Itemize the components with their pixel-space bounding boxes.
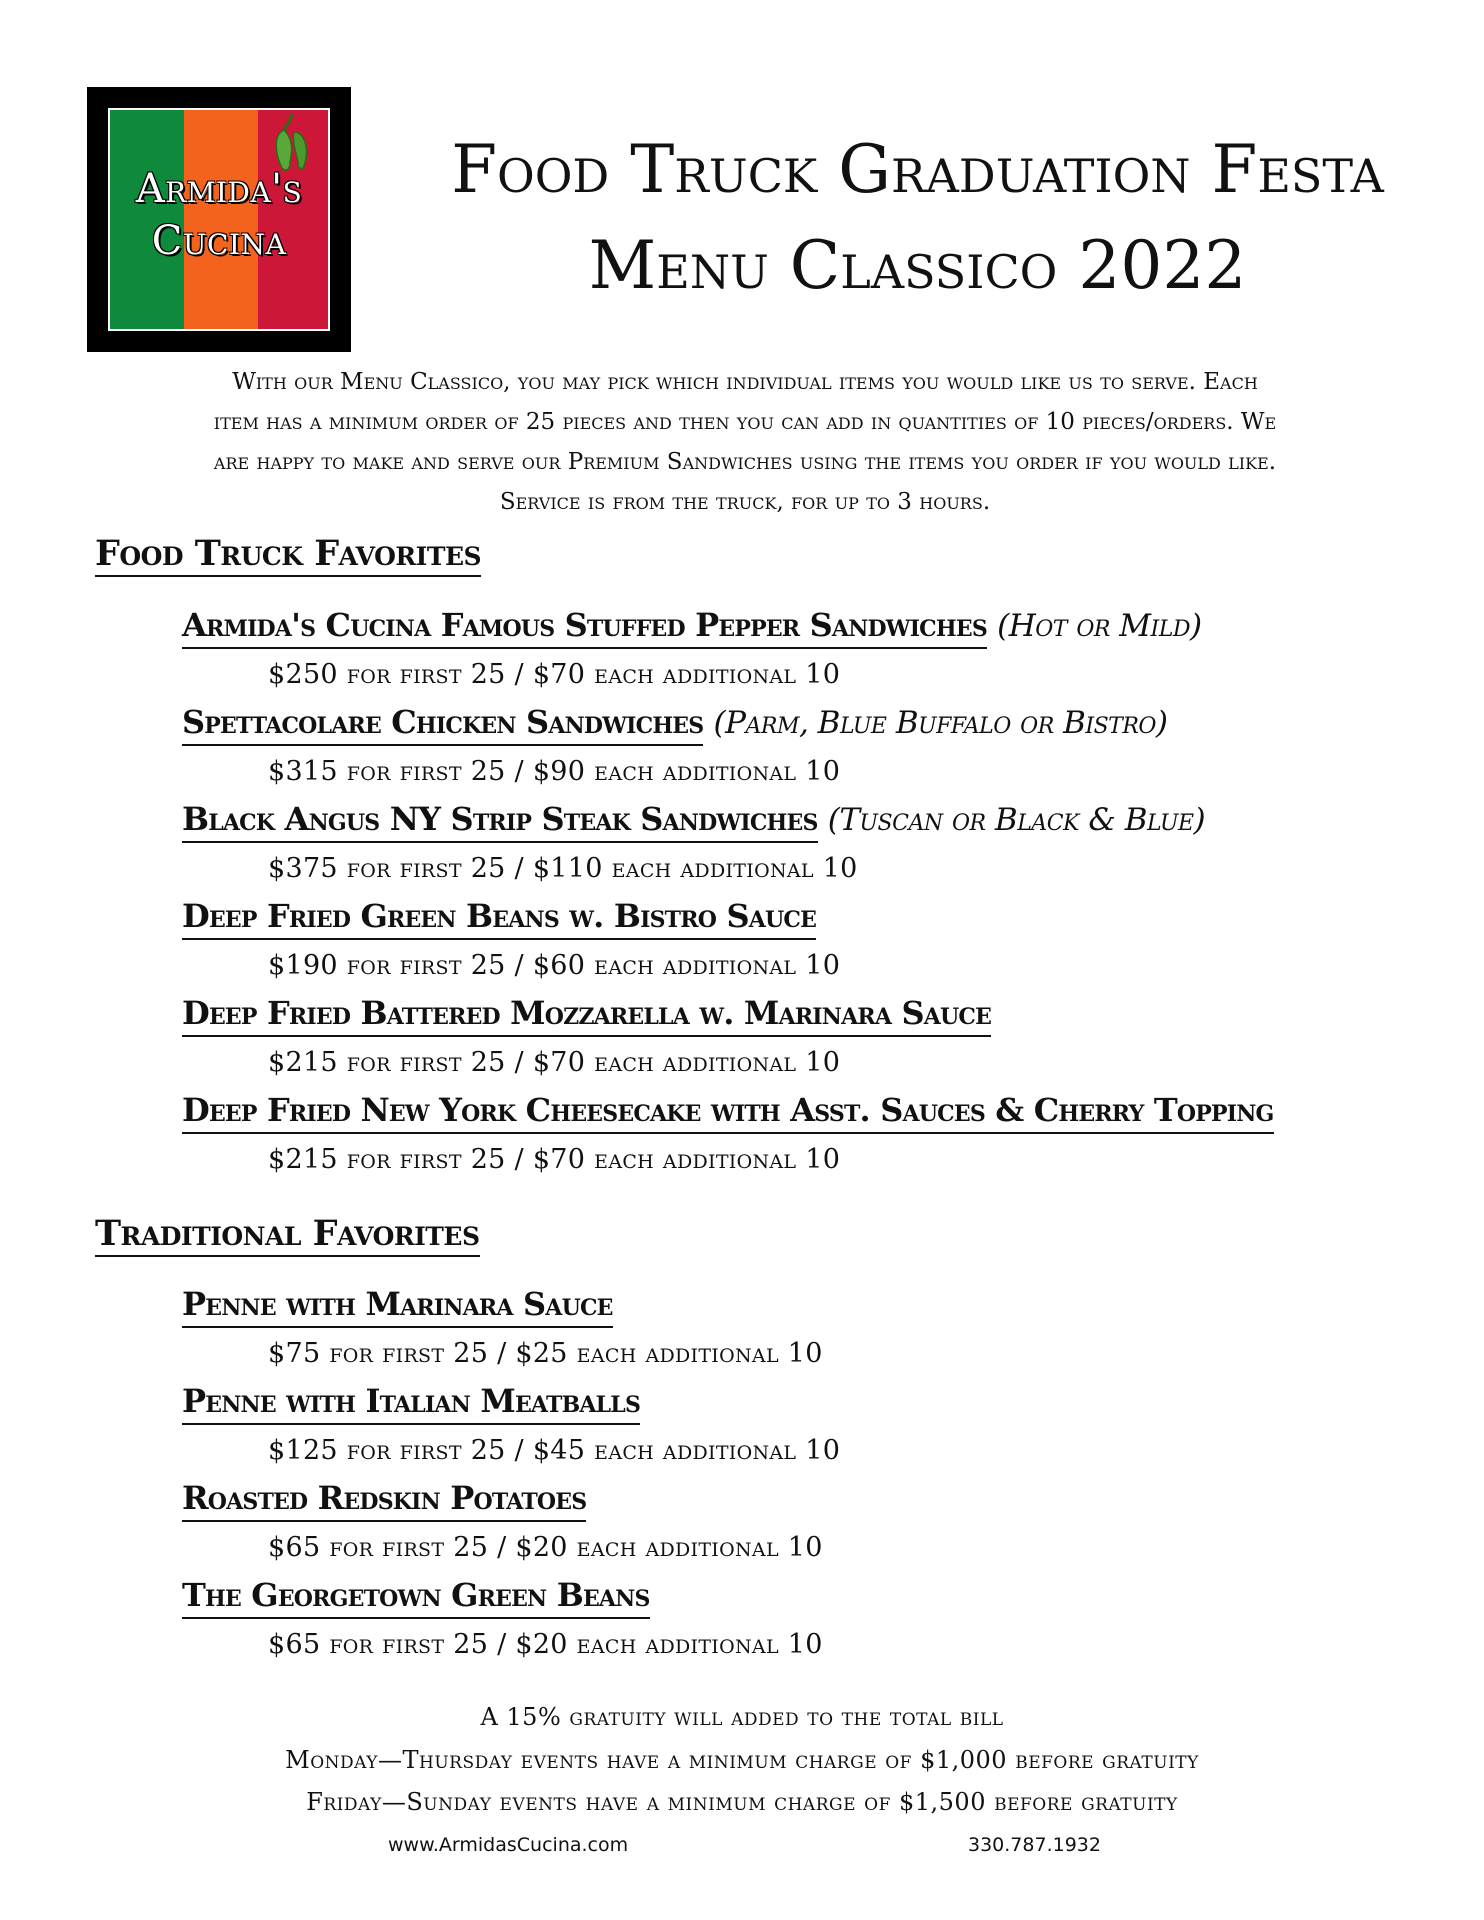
intro-line: With our Menu Classico, you may pick which individual items you would like us to serve. Each xyxy=(232,369,1258,395)
gratuity-note: A 15% gratuity will added to the total bill xyxy=(480,1703,1004,1731)
menu-item-options: (Hot or Mild) xyxy=(997,608,1202,644)
phone-number: 330.787.1932 xyxy=(968,1834,1101,1856)
menu-item-price: $65 for first 25 / $20 each additional 10 xyxy=(268,1532,823,1563)
intro-line: Service is from the truck, for up to 3 hours. xyxy=(499,489,991,515)
menu-item xyxy=(182,703,1168,741)
intro-line: are happy to make and serve our Premium Sandwiches using the items you order if you would like. xyxy=(213,449,1277,475)
menu-item xyxy=(182,606,1202,644)
page-subtitle: Menu Classico 2022 xyxy=(588,227,1247,304)
menu-item xyxy=(182,994,992,1032)
menu-item-price: $375 for first 25 / $110 each additional 10 xyxy=(268,853,858,884)
weekday-minimum-note: Monday—Thursday events have a minimum charge of $1,000 before gratuity xyxy=(285,1746,1199,1774)
menu-item-price: $215 for first 25 / $70 each additional 10 xyxy=(268,1144,841,1175)
logo-text-armidas: Armida's xyxy=(135,166,303,212)
menu-item xyxy=(182,1479,587,1517)
menu-item-name: Deep Fried New York Cheesecake with Asst. Sauces & Cherry Topping xyxy=(182,1091,1274,1134)
menu-item-name: The Georgetown Green Beans xyxy=(182,1576,650,1619)
menu-item-name: Penne with Marinara Sauce xyxy=(182,1285,613,1328)
menu-item-name: Deep Fried Battered Mozzarella w. Marinara Sauce xyxy=(182,994,991,1037)
menu-item-price: $125 for first 25 / $45 each additional 10 xyxy=(268,1435,841,1466)
menu-item-options: (Tuscan or Black & Blue) xyxy=(827,802,1206,838)
pepper-icon xyxy=(270,112,316,174)
logo xyxy=(87,87,351,352)
menu-item-price: $250 for first 25 / $70 each additional 10 xyxy=(268,659,841,690)
menu-item xyxy=(182,1091,1274,1129)
intro-line: item has a minimum order of 25 pieces and then you can add in quantities of 10 pieces/orders. We xyxy=(213,409,1277,435)
section-heading-food-truck-favorites: Food Truck Favorites xyxy=(95,536,481,577)
menu-item-options: (Parm, Blue Buffalo or Bistro) xyxy=(713,705,1168,741)
menu-item-name: Roasted Redskin Potatoes xyxy=(182,1479,586,1522)
menu-item-price: $190 for first 25 / $60 each additional 10 xyxy=(268,950,841,981)
menu-item-name: Deep Fried Green Beans w. Bistro Sauce xyxy=(182,897,816,940)
logo-panel xyxy=(108,108,330,331)
section-heading-traditional-favorites: Traditional Favorites xyxy=(95,1216,480,1257)
menu-item-name: Spettacolare Chicken Sandwiches xyxy=(182,703,703,746)
menu-item-price: $65 for first 25 / $20 each additional 10 xyxy=(268,1629,823,1660)
menu-item-price: $215 for first 25 / $70 each additional 10 xyxy=(268,1047,841,1078)
menu-item-name: Armida's Cucina Famous Stuffed Pepper Sandwiches xyxy=(182,606,987,649)
menu-item xyxy=(182,1576,650,1614)
intro-paragraph xyxy=(95,362,1395,522)
menu-item-price: $315 for first 25 / $90 each additional 10 xyxy=(268,756,841,787)
menu-item xyxy=(182,897,817,935)
menu-item xyxy=(182,1382,641,1420)
website-link[interactable]: www.ArmidasCucina.com xyxy=(388,1834,629,1856)
menu-item-name: Penne with Italian Meatballs xyxy=(182,1382,640,1425)
menu-item-name: Black Angus NY Strip Steak Sandwiches xyxy=(182,800,818,843)
menu-item xyxy=(182,1285,613,1323)
menu-item xyxy=(182,800,1206,838)
page-title: Food Truck Graduation Festa xyxy=(451,131,1384,208)
weekend-minimum-note: Friday—Sunday events have a minimum charge of $1,500 before gratuity xyxy=(306,1788,1178,1816)
logo-text-cucina: Cucina xyxy=(151,218,287,264)
menu-item-price: $75 for first 25 / $25 each additional 10 xyxy=(268,1338,823,1369)
